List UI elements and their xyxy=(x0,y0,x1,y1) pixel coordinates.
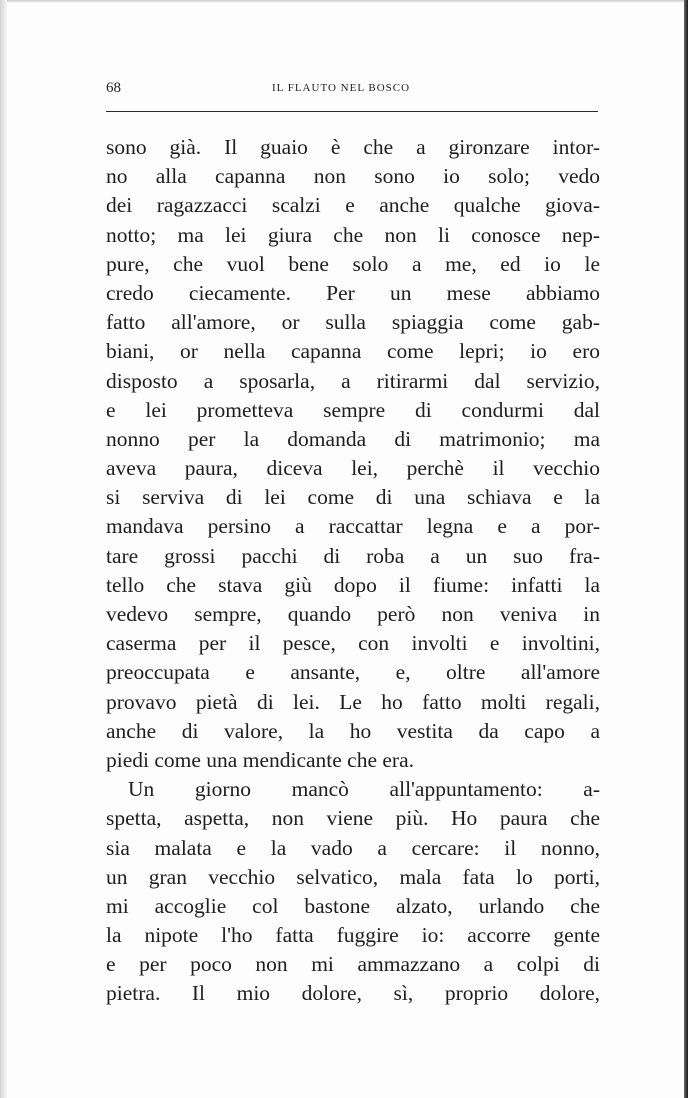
page-top-edge xyxy=(0,0,688,3)
text-line: fatto all'amore, or sulla spiaggia come gab- xyxy=(106,310,600,335)
text-line: sono già. Il guaio è che a gironzare intor- xyxy=(106,135,600,159)
text-line: biani, or nella capanna come lepri; io ero xyxy=(106,339,600,364)
page-header xyxy=(106,80,598,102)
text-line: nonno per la domanda di matrimonio; ma xyxy=(106,426,600,451)
text-line: la nipote l'ho fatta fuggire io: accorre gente xyxy=(106,923,600,948)
text-line: mi accoglie col bastone alzato, urlando che xyxy=(106,893,600,918)
body-text xyxy=(106,133,600,1009)
text-line: dei ragazzacci scalzi e anche qualche giova- xyxy=(106,193,600,218)
text-line: si serviva di lei come di una schiava e la xyxy=(106,485,600,510)
text-line: e lei prometteva sempre di condurmi dal xyxy=(106,397,600,422)
text-line: anche di valore, la ho vestita da capo a xyxy=(106,718,600,743)
text-line: spetta, aspetta, non viene più. Ho paura che xyxy=(106,806,600,831)
page-binding-edge xyxy=(684,0,688,1098)
text-line: tare grossi pacchi di roba a un suo fra- xyxy=(106,543,600,568)
page-number: 68 xyxy=(106,80,121,96)
header-rule xyxy=(106,111,598,112)
text-line: sia malata e la vado a cercare: il nonno, xyxy=(106,835,600,860)
text-line: caserma per il pesce, con involti e involtini, xyxy=(106,631,600,656)
text-line: e per poco non mi ammazzano a colpi di xyxy=(106,952,600,977)
text-line: piedi come una mendicante che era. xyxy=(106,747,415,772)
text-line: notto; ma lei giura che non li conosce nep- xyxy=(106,222,600,247)
text-line: preoccupata e ansante, e, oltre all'amore xyxy=(106,660,600,685)
text-line: Un giorno mancò all'appuntamento: a- xyxy=(128,777,600,802)
text-line: pure, che vuol bene solo a me, ed io le xyxy=(106,251,600,276)
text-line: no alla capanna non sono io solo; vedo xyxy=(106,164,600,189)
text-line: aveva paura, diceva lei, perchè il vecchio xyxy=(106,456,600,481)
text-line: provavo pietà di lei. Le ho fatto molti regali, xyxy=(106,689,600,714)
text-line: un gran vecchio selvatico, mala fata lo porti, xyxy=(106,864,600,889)
text-line: disposto a sposarla, a ritirarmi dal servizio, xyxy=(106,368,600,393)
text-line: tello che stava giù dopo il fiume: infatti la xyxy=(106,572,600,597)
text-line: mandava persino a raccattar legna e a por- xyxy=(106,514,600,539)
text-line: vedevo sempre, quando però non veniva in xyxy=(106,602,600,626)
running-title: IL FLAUTO NEL BOSCO xyxy=(272,82,411,94)
text-line: credo ciecamente. Per un mese abbiamo xyxy=(106,280,600,305)
text-line: pietra. Il mio dolore, sì, proprio dolore, xyxy=(106,981,600,1006)
page-left-edge xyxy=(0,0,7,1098)
